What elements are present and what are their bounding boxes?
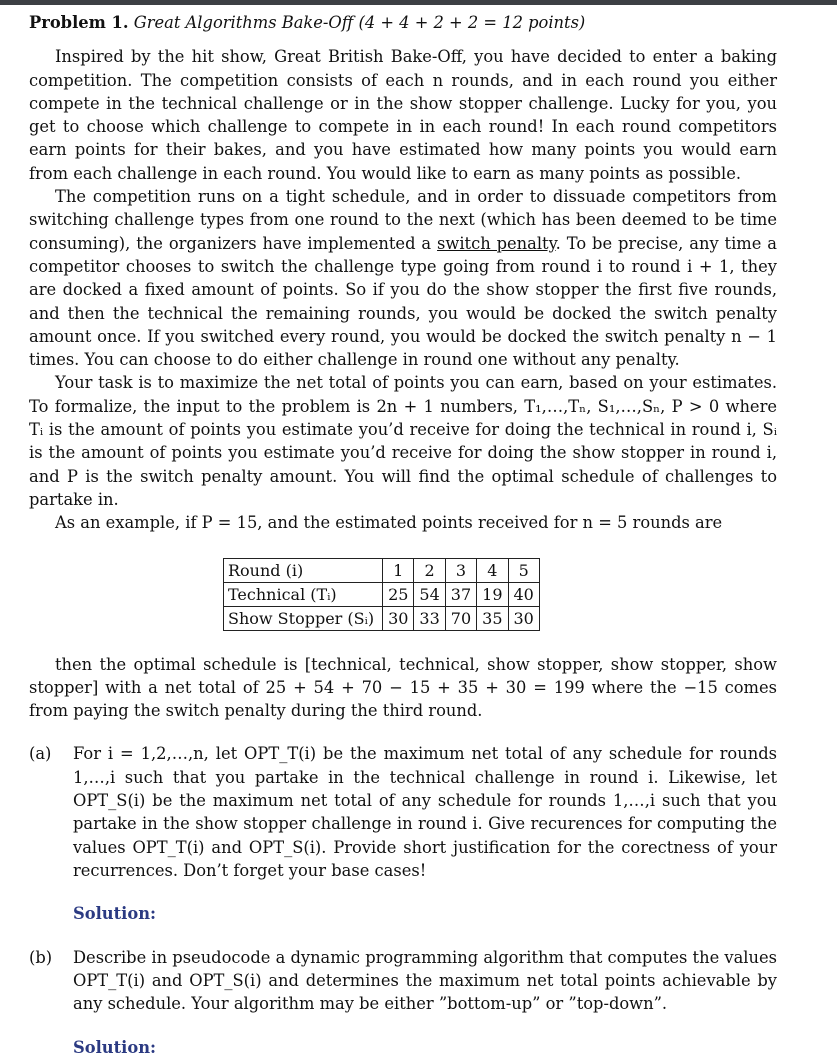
penalty-text-before: The competition runs on a tight schedule, and in order to dissuade competitors from switching challenge types from one round to the next (which has been deemed to be time consuming), the organizers have implemented a <box>29 187 777 253</box>
table-cell: 5 <box>508 558 539 582</box>
problem-label: Problem 1. <box>29 13 129 32</box>
optimal-schedule-paragraph: then the optimal schedule is [technical, technical, show stopper, show stopper, show stopper] with a net total of 25 + 54 + 70 − 15 + 35 + 30 = 199 where the −15 comes from paying the switch penalty during the third round. <box>29 654 777 721</box>
penalty-text-after: . To be precise, any time a competitor chooses to switch the challenge type going from round i to round i + 1, they are docked a fixed amount of points. So if you do the show stopper the first five rounds, and then the technical the remaining rounds, you would be docked the switch penalty amount once. If you switched every round, you would be docked the switch penalty n − 1 times. You can choose to do either challenge in round one without any penalty. <box>29 233 777 370</box>
table-cell: 3 <box>445 558 476 582</box>
task-paragraph: Your task is to maximize the net total of points you can earn, based on your estimates. To formalize, the input to the problem is 2n + 1 numbers, T₁,…,Tₙ, S₁,…,Sₙ, P > 0 where Tᵢ is the amount of points you estimate you’d receive for doing the technical in round i, Sᵢ is the amount of points you estimate you’d receive for doing the show stopper in round i, and P is the switch penalty amount. You will find the optimal schedule of challenges to partake in. <box>29 373 777 509</box>
example-paragraph: As an example, if P = 15, and the estimated points received for n = 5 rounds are <box>55 513 723 533</box>
table-cell: 37 <box>445 582 476 606</box>
table-cell: 33 <box>414 606 445 630</box>
table-cell: 30 <box>508 606 539 630</box>
table-row-label: Technical (Tᵢ) <box>224 582 383 606</box>
table-cell: 25 <box>383 582 414 606</box>
table-row-round <box>224 558 540 582</box>
table-cell: 4 <box>477 558 508 582</box>
part-b-solution-label: Solution: <box>73 1038 157 1058</box>
table-row-show-stopper <box>224 606 540 630</box>
table-row-technical <box>224 582 540 606</box>
window-top-bar <box>0 0 837 5</box>
example-table <box>223 558 540 631</box>
table-cell: 1 <box>383 558 414 582</box>
problem-heading <box>29 11 777 34</box>
switch-penalty-paragraph <box>29 185 777 371</box>
table-cell: 54 <box>414 582 445 606</box>
part-a <box>29 742 777 882</box>
table-row-label: Round (i) <box>224 558 383 582</box>
part-b-label: (b) <box>29 947 53 967</box>
table-cell: 30 <box>383 606 414 630</box>
intro-paragraph: Inspired by the hit show, Great British Bake-Off, you have decided to enter a baking competition. The competition consists of each n rounds, and in each round you either compete in the technical challenge or in the show stopper challenge. Lucky for you, you get to choose which challenge to compete in in each round! In each round competitors earn points for their bakes, and you have estimated how many points you would earn from each challenge in each round. You would like to earn as many points as possible. <box>29 47 777 183</box>
table-cell: 35 <box>477 606 508 630</box>
table-cell: 19 <box>477 582 508 606</box>
problem-title: Great Algorithms Bake-Off (4 + 4 + 2 + 2 = 12 points) <box>133 13 586 32</box>
table-cell: 70 <box>445 606 476 630</box>
document-page <box>29 11 777 1060</box>
part-a-solution-label: Solution: <box>73 904 157 924</box>
example-table-wrapper <box>223 558 777 631</box>
switch-penalty-term: switch penalty <box>437 233 556 253</box>
part-a-text: For i = 1,2,…,n, let OPT_T(i) be the maximum net total of any schedule for rounds 1,…,i such that you partake in the technical challenge in round i. Likewise, let OPT_S(i) be the maximum net total of any schedule for rounds 1,…,i such that you partake in the show stopper challenge in round i. Give recurences for computing the values OPT_T(i) and OPT_S(i). Provide short justification for the corectness of your recurrences. Don’t forget your base cases! <box>73 744 777 880</box>
part-a-label: (a) <box>29 744 52 764</box>
table-cell: 40 <box>508 582 539 606</box>
part-b <box>29 946 777 1016</box>
table-row-label: Show Stopper (Sᵢ) <box>224 606 383 630</box>
part-b-text: Describe in pseudocode a dynamic programming algorithm that computes the values OPT_T(i) and OPT_S(i) and determines the maximum net total points achievable by any schedule. Your algorithm may be either ”bottom-up” or ”top-down”. <box>73 947 777 1014</box>
table-cell: 2 <box>414 558 445 582</box>
